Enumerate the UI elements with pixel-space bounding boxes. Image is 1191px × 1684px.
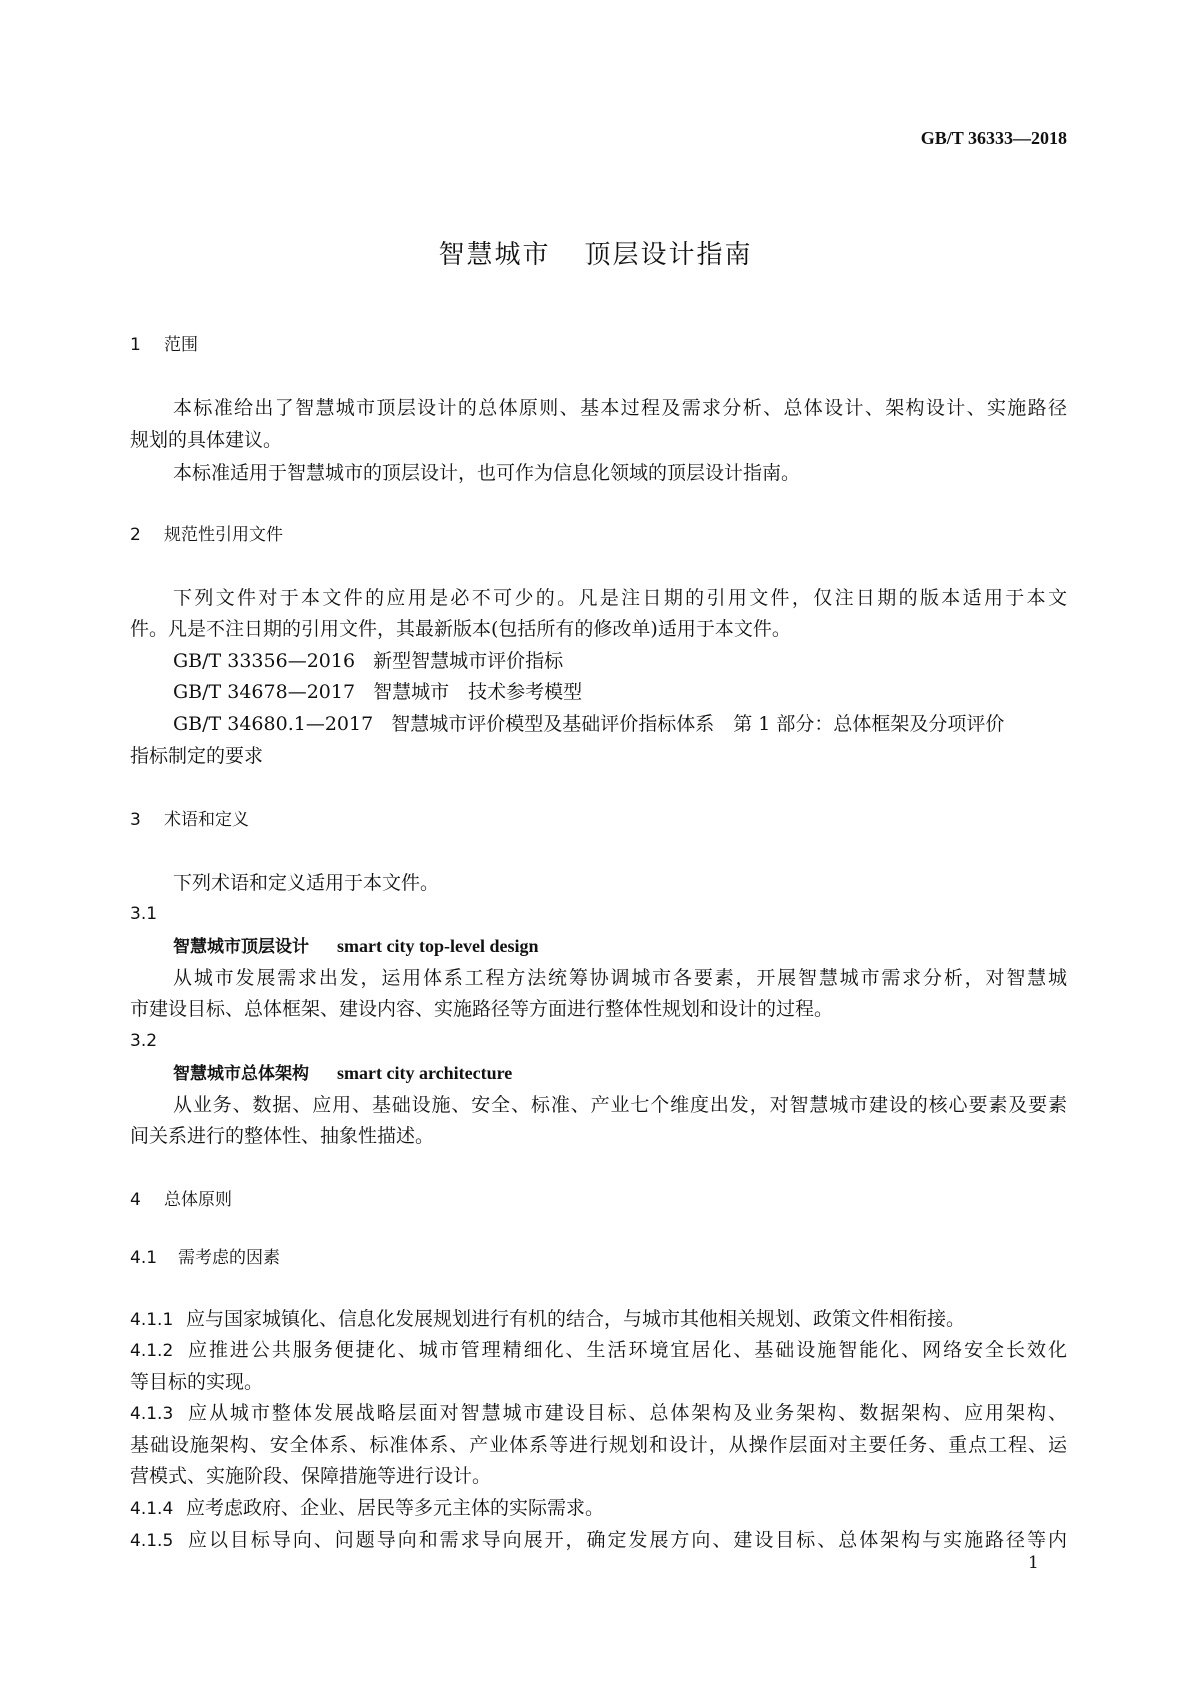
definition-line: 间关系进行的整体性、抽象性描述。 (130, 1125, 435, 1147)
page-number: 1 (1028, 1553, 1039, 1573)
reference-title: 智慧城市评价模型及基础评价指标体系 第 1 部分：总体框架及分项评价 (391, 713, 1005, 735)
normative-reference (173, 680, 582, 704)
section-title: 术语和定义 (164, 810, 249, 830)
section-title: 总体原则 (164, 1190, 232, 1210)
section-title: 规范性引用文件 (164, 525, 283, 545)
clause-text: 应考虑政府、企业、居民等多元主体的实际需求。 (186, 1497, 605, 1519)
term-number: 3.2 (130, 1031, 158, 1051)
clause-text: 应与国家城镇化、信息化发展规划进行有机的结合，与城市其他相关规划、政策文件相衔接。 (186, 1308, 966, 1330)
clause-4-1-1 (130, 1307, 965, 1332)
normative-reference (173, 649, 563, 673)
clause-text-line: 基础设施架构、安全体系、标准体系、产业体系等进行规划和设计，从操作层面对主要任务、重点工程、运 (130, 1434, 1067, 1456)
reference-title: 新型智慧城市评价指标 (373, 650, 564, 672)
paragraph-line: 下列文件对于本文件的应用是必不可少的。凡是注日期的引用文件，仅注日期的版本适用于本文 (173, 587, 1067, 609)
section-4-heading (130, 1188, 232, 1212)
clause-4-1-5 (130, 1528, 1067, 1553)
paragraph-line: 本标准给出了智慧城市顶层设计的总体原则、基本过程及需求分析、总体设计、架构设计、实施路径 (173, 397, 1067, 419)
standard-number: GB/T 36333—2018 (920, 128, 1067, 148)
clause-text: 应从城市整体发展战略层面对智慧城市建设目标、总体架构及业务架构、数据架构、应用架构、 (186, 1402, 1067, 1424)
reference-title: 智慧城市 技术参考模型 (373, 681, 583, 703)
paragraph-line: 本标准适用于智慧城市的顶层设计，也可作为信息化领域的顶层设计指南。 (173, 462, 801, 484)
term-zh: 智慧城市总体架构 (173, 1064, 309, 1084)
term-en: smart city architecture (337, 1063, 513, 1083)
paragraph-line: 下列术语和定义适用于本文件。 (173, 872, 440, 894)
page-title (0, 234, 1191, 271)
clause-number: 4.1.5 (130, 1531, 174, 1551)
section-title: 范围 (164, 335, 198, 355)
subsection-number: 4.1 (130, 1248, 158, 1268)
reference-code: GB/T 34680.1—2017 (173, 713, 374, 735)
term-entry (173, 934, 538, 959)
definition-line: 从业务、数据、应用、基础设施、安全、标准、产业七个维度出发，对智慧城市建设的核心要素及要素 (173, 1094, 1067, 1116)
section-number: 3 (130, 810, 141, 830)
definition-line: 从城市发展需求出发，运用体系工程方法统筹协调城市各要素，开展智慧城市需求分析，对智慧城 (173, 967, 1067, 989)
section-number: 1 (130, 335, 141, 355)
clause-4-1-2 (130, 1338, 1067, 1363)
paragraph-line: 指标制定的要求 (130, 745, 264, 767)
term-zh: 智慧城市顶层设计 (173, 937, 309, 957)
section-number: 2 (130, 525, 141, 545)
title-part2: 顶层设计指南 (584, 240, 753, 270)
clause-4-1-4 (130, 1496, 604, 1521)
section-2-heading (130, 523, 283, 547)
subsection-4-1-heading (130, 1246, 280, 1270)
clause-4-1-3 (130, 1401, 1067, 1426)
term-number: 3.1 (130, 904, 158, 924)
normative-reference (173, 712, 1004, 736)
reference-code: GB/T 33356—2016 (173, 650, 356, 672)
definition-line: 市建设目标、总体框架、建设内容、实施路径等方面进行整体性规划和设计的过程。 (130, 998, 834, 1020)
clause-text-line: 等目标的实现。 (130, 1371, 264, 1393)
clause-text: 应推进公共服务便捷化、城市管理精细化、生活环境宜居化、基础设施智能化、网络安全长效化 (186, 1339, 1067, 1361)
section-1-heading (130, 333, 198, 357)
reference-code: GB/T 34678—2017 (173, 681, 356, 703)
section-3-heading (130, 808, 249, 832)
section-number: 4 (130, 1190, 141, 1210)
paragraph-line: 件。凡是不注日期的引用文件，其最新版本(包括所有的修改单)适用于本文件。 (130, 618, 791, 640)
clause-number: 4.1.4 (130, 1499, 174, 1519)
term-en: smart city top-level design (337, 936, 539, 956)
subsection-title: 需考虑的因素 (178, 1248, 280, 1268)
clause-number: 4.1.1 (130, 1310, 174, 1330)
paragraph-line: 规划的具体建议。 (130, 429, 283, 451)
term-entry (173, 1061, 512, 1086)
clause-text-line: 营模式、实施阶段、保障措施等进行设计。 (130, 1465, 492, 1487)
clause-text: 应以目标导向、问题导向和需求导向展开，确定发展方向、建设目标、总体架构与实施路径等内 (186, 1529, 1067, 1551)
title-part1: 智慧城市 (438, 240, 551, 270)
clause-number: 4.1.3 (130, 1404, 174, 1424)
clause-number: 4.1.2 (130, 1341, 174, 1361)
